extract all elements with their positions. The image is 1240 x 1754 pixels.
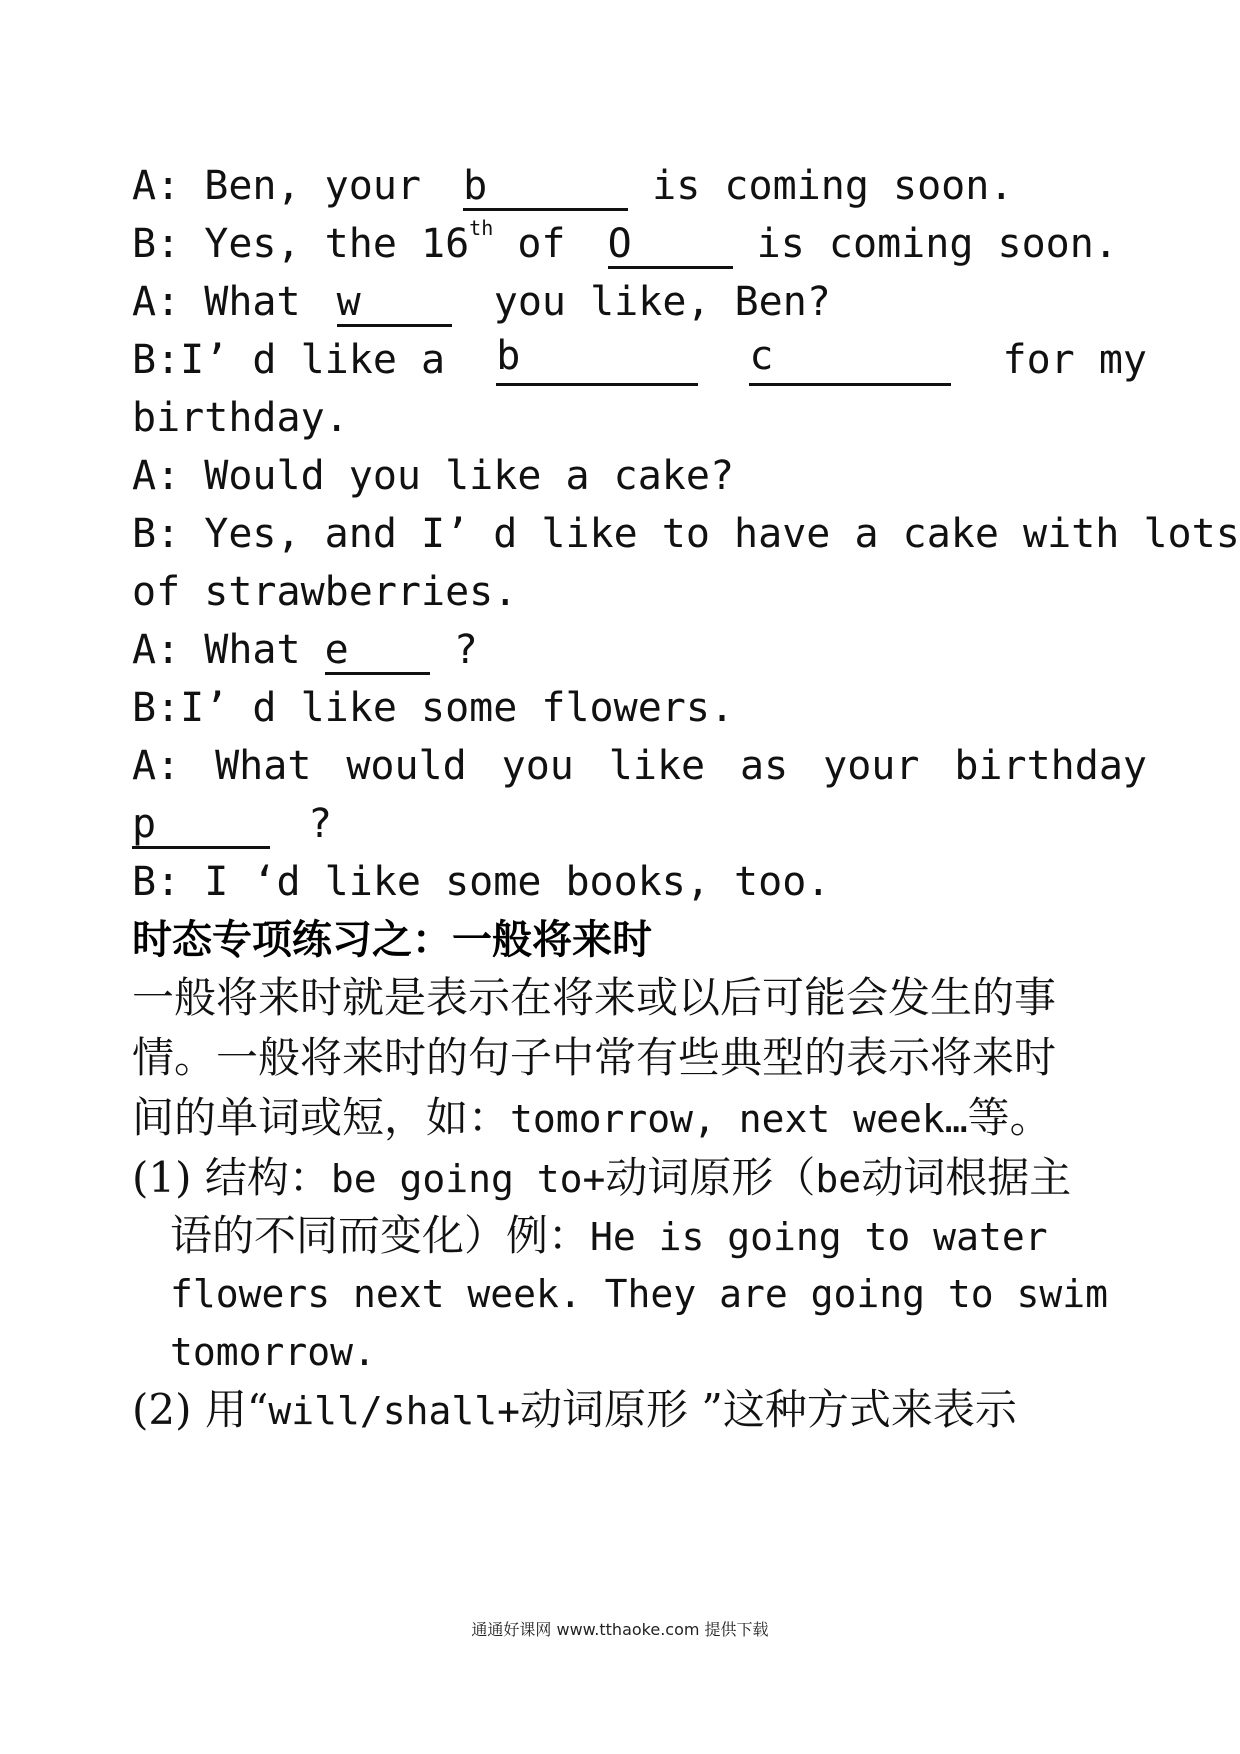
point-1-line-2 [170,1206,1147,1267]
line-text: 动词原形（ [605,1153,816,1202]
point-1-line-1 [132,1148,1147,1209]
line-text: be [815,1157,862,1201]
answer-blank-birthday[interactable]: b [463,164,628,211]
dialogue-line-6: A: Would you like a cake? [132,453,735,499]
line-text: is coming soon. [628,163,1014,209]
section-heading: 时态专项练习之：一般将来时 [132,917,652,963]
line-text: 动词根据主 [861,1153,1072,1202]
line-text: 间的单词或短，如： [132,1093,511,1142]
line-text: be going to+ [330,1157,606,1201]
dialogue-line-11 [132,740,1147,792]
line-text: tomorrow, next week… [510,1097,968,1141]
point-2-line-1 [132,1380,1147,1441]
line-text: 结构： [204,1153,331,1202]
line-text: of [493,221,590,267]
line-text: 用“ [204,1385,269,1434]
point-1-line-4: tomorrow. [170,1330,376,1374]
dialogue-line-4 [132,334,1147,386]
line-text: for my [1002,337,1147,383]
word: you [501,743,574,789]
dialogue-line-8: of strawberries. [132,569,518,615]
word: as [740,743,789,789]
line-text: He is going to water [590,1215,1048,1259]
list-number: (2) [132,1385,205,1434]
dialogue-line-5: birthday. [132,395,349,441]
intro-line-1: 一般将来时就是表示在将来或以后可能会发生的事 [132,973,1057,1022]
dialogue-line-3 [132,276,1147,328]
answer-blank-else[interactable]: e [325,628,430,675]
dialogue-line-9 [132,624,1147,676]
line-text: B: Yes, the 16 [132,221,470,267]
dialogue-line-12 [132,798,1147,850]
answer-blank-present[interactable]: p [132,802,270,849]
word: would [346,743,467,789]
answer-blank-big[interactable]: b [496,334,698,386]
word: birthday [954,743,1147,789]
word: A: [132,743,181,789]
dialogue-line-10: B:I’ d like some flowers. [132,685,735,731]
answer-blank-would[interactable]: w [337,280,452,327]
line-text: you like, Ben? [469,279,831,325]
line-text: B:I’ d like a [132,337,446,383]
point-1-line-3: flowers next week. They are going to swim [170,1272,1108,1316]
intro-line-2: 情。一般将来时的句子中常有些典型的表示将来时 [132,1033,1057,1082]
line-text: will/shall+ [268,1389,520,1433]
intro-line-3 [132,1088,1147,1149]
word: What [215,743,312,789]
line-text: 等。 [967,1093,1052,1142]
line-text: A: What [132,627,325,673]
line-text: ? [308,801,333,847]
word: your [823,743,920,789]
answer-blank-cake[interactable]: c [749,334,951,386]
page-footer: 通通好课网 www.tthaoke.com 提供下载 [471,1620,769,1639]
list-number: (1) [132,1153,205,1202]
dialogue-line-2 [132,218,1147,270]
answer-blank-october[interactable]: O [608,222,733,269]
line-text: A: What [132,279,325,325]
superscript: th [469,216,494,240]
dialogue-line-13: B: I ‘d like some books, too. [132,859,831,905]
line-text: A: Ben, your [132,163,446,209]
line-text: is coming soon. [732,221,1118,267]
line-text: ? [429,627,478,673]
dialogue-line-1 [132,160,1147,212]
line-text: 动词原形 ”这种方式来表示 [520,1385,1017,1434]
dialogue-line-7: B: Yes, and I’ d like to have a cake with lots [132,511,1240,557]
line-text: 语的不同而变化）例： [170,1211,591,1260]
word: like [608,743,706,789]
